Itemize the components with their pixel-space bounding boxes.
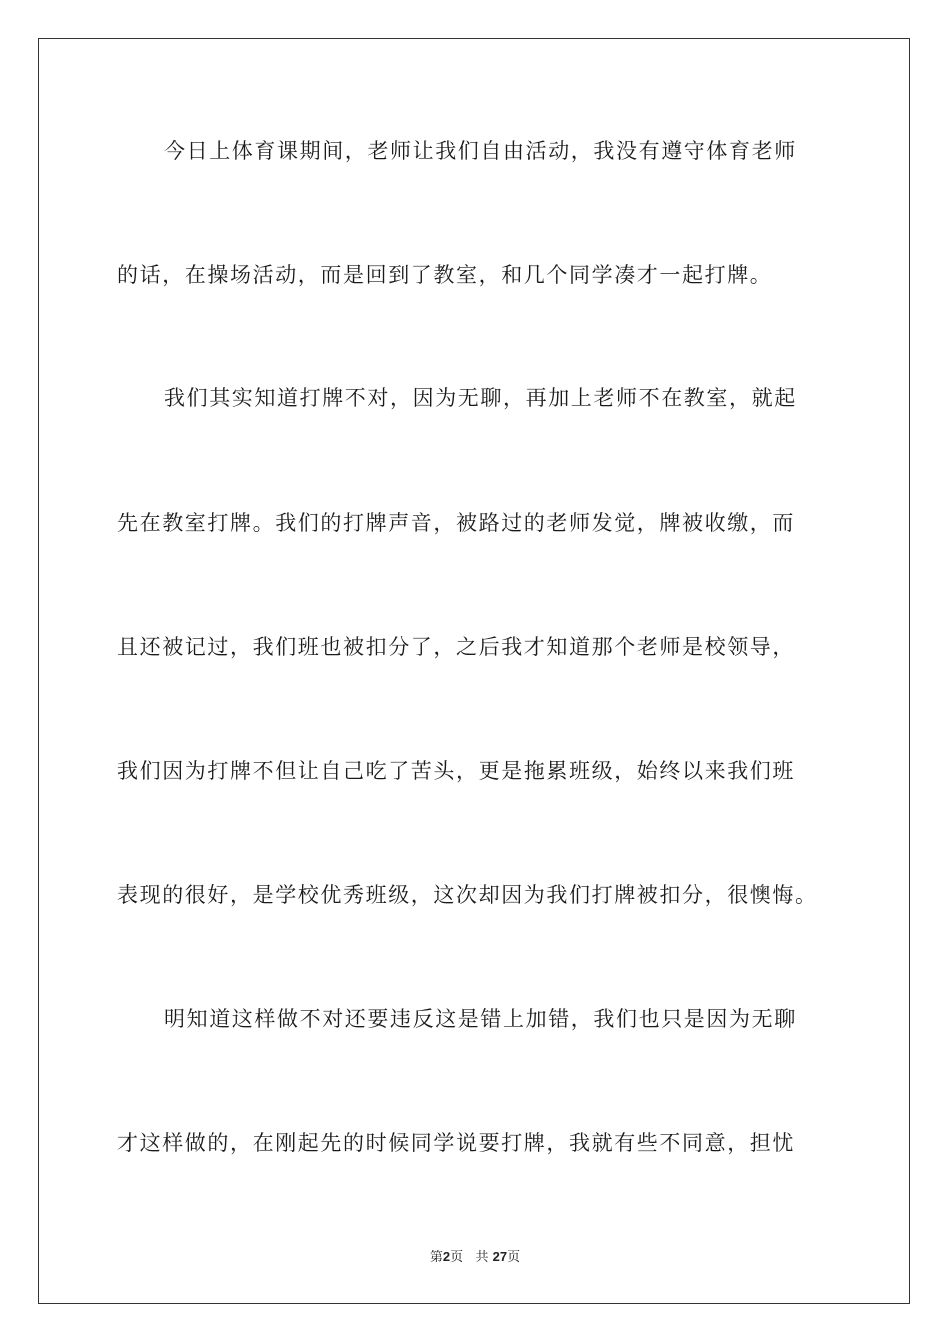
paragraph-2-line-4: 我们因为打牌不但让自己吃了苦头，更是拖累班级，始终以来我们班	[117, 759, 795, 783]
paragraph-1-line-2: 的话，在操场活动，而是回到了教室，和几个同学凑才一起打牌。	[117, 263, 773, 287]
page-number-suffix: 页	[450, 1250, 464, 1265]
paragraph-2-line-3: 且还被记过，我们班也被扣分了，之后我才知道那个老师是校领导，	[117, 635, 795, 659]
page-total-suffix: 页	[507, 1250, 521, 1265]
paragraph-3-line-1: 明知道这样做不对还要违反这是错上加错，我们也只是因为无聊	[164, 1007, 797, 1031]
page-border	[38, 38, 910, 1304]
paragraph-2-line-2: 先在教室打牌。我们的打牌声音，被路过的老师发觉，牌被收缴，而	[117, 511, 795, 535]
paragraph-2-line-1: 我们其实知道打牌不对，因为无聊，再加上老师不在教室，就起	[164, 386, 797, 410]
page-total-prefix: 共	[475, 1250, 489, 1265]
page-total-count: 27	[492, 1249, 508, 1264]
page-number-prefix: 第	[429, 1250, 443, 1265]
paragraph-2-line-5: 表现的很好，是学校优秀班级，这次却因为我们打牌被扣分，很懊悔。	[117, 883, 818, 907]
page-number-current: 2	[442, 1249, 451, 1264]
paragraph-3-line-2: 才这样做的，在刚起先的时候同学说要打牌，我就有些不同意，担忧	[117, 1131, 795, 1155]
page-footer	[0, 1248, 950, 1267]
paragraph-1-line-1: 今日上体育课期间，老师让我们自由活动，我没有遵守体育老师	[164, 139, 797, 163]
